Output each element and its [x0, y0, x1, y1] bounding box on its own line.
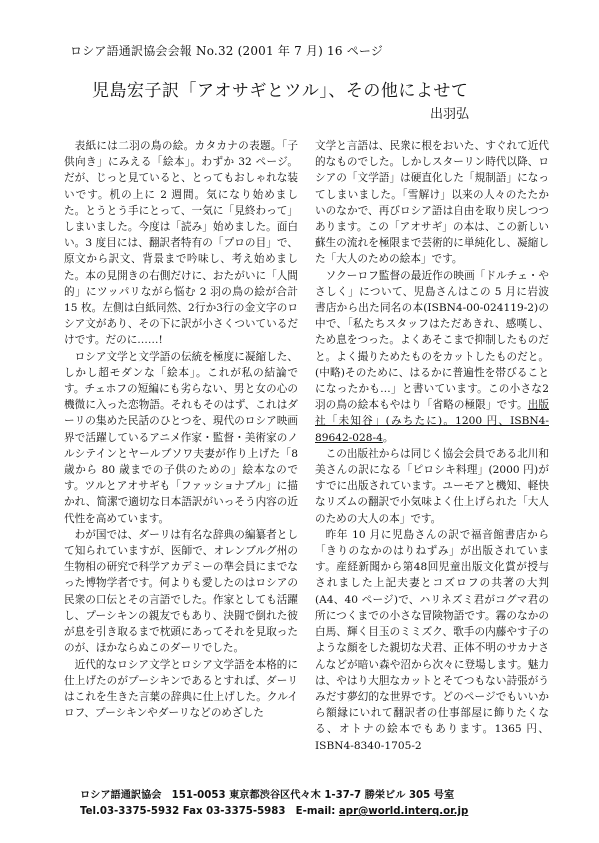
body-paragraph: この出版社からは同じく協会会員である北川和美さんの訳になる「ピロシキ料理」(2000 円)がすでに出版されています。ユーモアと機知、軽快なリズムの翻訳で小気味よく仕上げられた「大人のための大人の本」です。 [315, 447, 549, 525]
right-column [315, 138, 549, 754]
footer-address: ロシア語通訳協会 151-0053 東京都渋谷区代々木 1-37-7 勝栄ビル 305 号室 [80, 790, 455, 801]
newsletter-header: ロシア語通訳協会会報 No.32 (2001 年 7 月) 16 ページ [70, 44, 384, 58]
body-paragraph: 昨年 10 月に児島さんの訳で福音館書店から「きりのなかのはりねずみ」が出版されています。産経新聞から第48回児童出版文化賞が授与されました上記夫妻とコズロフの共著の大判(A4、40 ページ)で、ハリネズミ君がコグマ君の所につくまでの小さな冒険物語です。霧のなかの白馬、輝く目玉のミミズク、歌手の内藤やす子のような顔をした親切な犬君、正体不明のサカナさんなどが暗い森や沼から次々に登場します。魅力は、やはり大胆なカットとそてつもない詩張がうみだす夢幻的な世界です。どのページでもいいから額縁にいれて翻訳者の仕事部屋に飾りたくなる、オトナの絵本でもあります。1365 円、ISBN4-8340-1705-2 [315, 528, 549, 752]
email-link[interactable]: apr@world.interq.or.jp [338, 806, 469, 817]
body-text: ソクーロフ監督の最近作の映画「ドルチェ・やさしく」について、児島さんはこの 5 月に岩波書店から出た同名の本(ISBN4-00-024119-2)の中で、「私たちスタッフはただあきれ、感嘆し、ため息をつった。よくあそこまで抑制したものだと。よく撮りためたものをカットしたものだと。(中略)そのために、はるかに普遍性を帯びることになったかも…」と書いています。この小さな2羽の鳥の絵本もやはり「省略の極限」です。 [315, 269, 549, 412]
footer-phone-fax: Tel.03-3375-5932 Fax 03-3375-5983 E-mail: [80, 806, 339, 817]
left-column [64, 138, 298, 721]
body-paragraph [315, 268, 549, 446]
article-author: 出羽弘 [430, 107, 470, 122]
body-text: 。 [382, 431, 394, 444]
publisher-info: 出版社「未知谷」(みちたに)。1200 円、ISBN4-89642-028-4 [315, 399, 550, 444]
body-paragraph: 文学と言語は、民衆に根をおいた、すぐれて近代的なものでした。しかしスターリン時代以降、ロシアの「文学語」は硬直化した「規制語」になってしまいました。「雪解け」以来の人々のたたかいのなかで、再びロシア語は自由を取り戻しつつあります。この「アオサギ」の本は、この新しい蘇生の流れを極限まで芸術的に単純化し、凝縮した「大人のための絵本」です。 [315, 140, 549, 266]
body-paragraph: 近代的なロシア文学とロシア文学語を本格的に仕上げたのがプーシキンであるとすれば、ダーリはこれを生きた言葉の辞典に仕上げした。クルイロフ、プーシキンやダーリなどのめざした [64, 658, 298, 720]
footer-contact [80, 804, 468, 820]
body-paragraph: 表紙には二羽の鳥の絵。カタカナの表題。「子供向き」にみえる「絵本」。わずか 32 ページ。だが、じっと見ていると、とってもおしゃれな装いです。机の上に 2 週間。気になり始めました。とうとう手にとって、一気に「見終わって」しまいました。今度は「読み」始めました。面白い。3 度目には、翻訳者特有の「プロの目」で、原文から訳文、背景まで吟味し、考え始めました。本の見開きの右側だけに、おたがいに「人間的」にツッパリながら悩む 2 羽の鳥の絵が合計 15 枚。左側は白紙同然、2行か3行の金文字のロシア文があり、その下に訳が小さくついているだけです。だのに……! [64, 140, 298, 347]
body-paragraph: わが国では、ダーリは有名な辞典の編纂者として知られていますが、医師で、オレンブルグ州の生物相の研究で科学アカデミーの準会員にまでなった博物学者です。何よりも愛したのはロシアの民衆の口伝とその言語でした。作家としても活躍し、プーシキンの親友でもあり、決闘で倒れた彼が息を引き取るまで枕頭にあってそれを見取ったのが、ほかならぬこのダーリでした。 [64, 528, 298, 655]
article-title: 児島宏子訳「アオサギとツル」、その他によせて [92, 81, 469, 101]
footer [80, 788, 468, 820]
body-paragraph: ロシア文学と文学語の伝統を極度に凝縮した、しかし超モダンな「絵本」。これが私の結論です。チェホフの短編にも劣らない、男と女の心の機微に入った恋物語。それもそのはず、これはダーリの集めた民話のひとつを、現代のロシア映画界で活躍しているアニメ作家・監督・美術家のノルシテインとヤールブソワ夫妻が作り上げた「8 歳から 80 歳までの子供のための」絵本なのです。ツルとアオサギも「ファッショナブル」に描かれ、简潔で適切な日本語訳がいっそう内容の近代性を高めています。 [64, 350, 298, 525]
